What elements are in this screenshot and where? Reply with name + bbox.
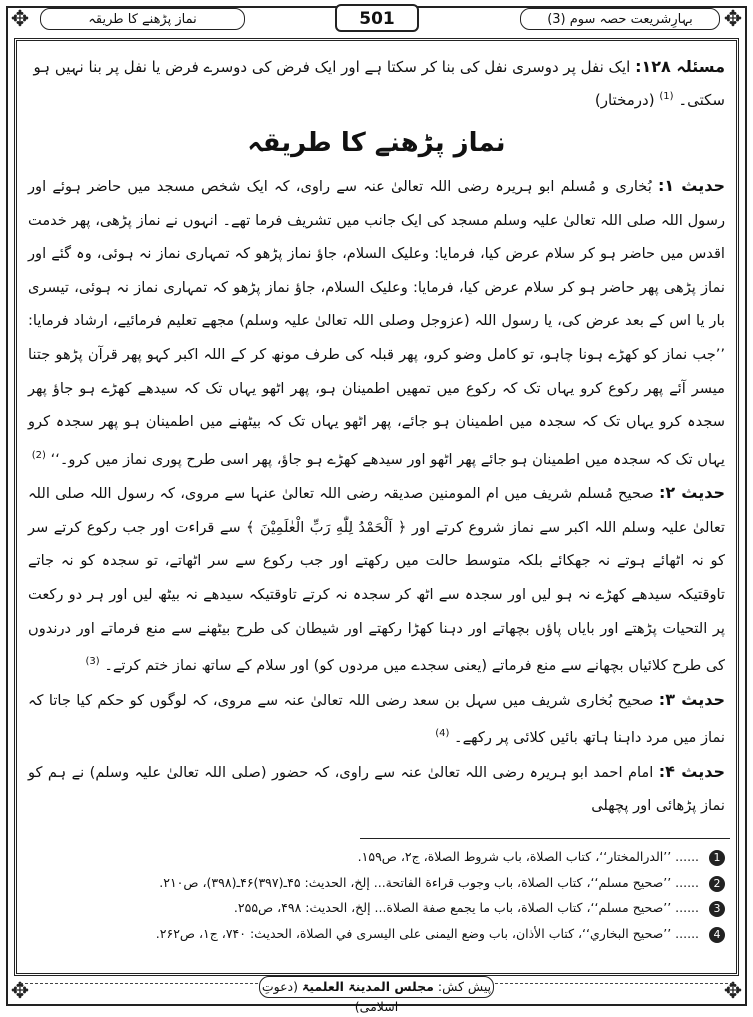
book-title-header — [520, 8, 720, 30]
publisher-name: مجلس المدینۃ العلمیۃ — [302, 979, 434, 994]
corner-ornament-icon: ✥ — [723, 7, 743, 32]
footnote-text: ...... ’’الدرالمختار‘‘، کتاب الصلاة، باب شروط الصلاة، ج۲، ص۱۵۹. — [357, 849, 700, 864]
hadith-paragraph — [28, 476, 725, 682]
hadith-label: حدیث ۲: — [658, 483, 725, 503]
hadith-ref: (4) — [435, 728, 450, 740]
corner-ornament-icon: ✥ — [10, 979, 30, 1004]
masala-label: مسئلہ ۱۲۸: — [635, 57, 725, 76]
hadith-label: حدیث ۳: — [658, 689, 726, 709]
footnote-text: ...... ’’صحیح البخاري‘‘، کتاب الأذان، باب وضع الیمنی علی الیسری في الصلاة، الحدیث: ۷۴۰، ج۱، ص۲۶۲. — [155, 925, 700, 941]
corner-ornament-icon: ✥ — [10, 7, 30, 32]
hadith-text: صحیح بُخاری شریف میں سہل بن سعد رضی اللہ تعالیٰ عنہ سے مروی، کہ لوگوں کو حکم کیا جاتا کہ نماز میں مرد داہنا ہاتھ بائیں کلائی پر رکھے۔ — [28, 691, 725, 747]
hadith-text: امام احمد ابو ہریرہ رضی اللہ تعالیٰ عنہ سے راوی، کہ حضور (صلی اللہ تعالیٰ علیہ وسلم) نے ہم کو نماز پڑھائی اور پچھلی — [28, 763, 725, 815]
masala-paragraph — [28, 52, 725, 115]
footnote-text: ...... ’’صحیح مسلم‘‘، کتاب الصلاة، باب وجوب قراءة الفاتحة... إلخ، الحدیث: ۴۵ـ(۳۹۷)۴۶ـ(۳۹۸)، ص۲۱۰. — [159, 874, 700, 890]
hadith-paragraph — [28, 683, 725, 755]
section-title: نماز پڑھنے کا طریقہ — [247, 128, 506, 158]
publisher-prefix: پیش کش: — [437, 979, 492, 994]
footnote-number: 2 — [709, 876, 725, 892]
hadith-paragraph — [28, 169, 725, 476]
footnote-number: 1 — [709, 850, 725, 866]
footnote-number: 3 — [709, 901, 725, 917]
footnote-number: 4 — [709, 927, 725, 943]
hadith-label: حدیث ۴: — [658, 761, 726, 781]
masala-ref: (1) — [659, 91, 674, 102]
page-number: 501 — [335, 4, 419, 32]
footnote — [24, 921, 725, 947]
footnote — [24, 895, 725, 921]
footnote-divider — [360, 838, 730, 839]
hadith-ref: (2) — [31, 449, 46, 461]
footnote-text: ...... ’’صحیح مسلم‘‘، کتاب الصلاة، باب ما یجمع صفة الصلاة... إلخ، الحدیث: ۴۹۸، ص۲۵۵. — [233, 900, 700, 915]
hadith-paragraph — [28, 755, 725, 823]
main-content — [24, 48, 729, 823]
footnotes — [24, 844, 729, 946]
corner-ornament-icon: ✥ — [723, 979, 743, 1004]
publisher-suffix: (دعوتِ اسلامی) — [261, 979, 399, 1014]
footnote — [24, 870, 725, 896]
chapter-title-header — [40, 8, 245, 30]
hadith-label: حدیث ۱: — [657, 176, 725, 195]
footnote — [24, 844, 725, 870]
publisher-footer — [259, 976, 494, 1014]
hadith-ref: (3) — [85, 656, 100, 668]
masala-source: (درمختار) — [594, 91, 655, 109]
book-title-text: بہارِشریعت حصہ سوم (3) — [547, 12, 693, 27]
chapter-title-text: نماز پڑھنے کا طریقہ — [88, 12, 197, 27]
hadith-text: بُخاری و مُسلم ابو ہریرہ رضی اللہ تعالیٰ عنہ سے راوی، کہ ایک شخص مسجد میں حاضر ہوئے اور رسول اللہ صلی اللہ تعالیٰ علیہ وسلم مسجد کی ایک جانب میں تشریف فرما تھے۔ انہوں نے نماز پڑھی، پھر خدمت اقدس میں حاضر ہو کر سلام عرض کیا، فرمایا: وعلیک السلام، جاؤ نماز پڑھو کہ تمہاری نماز نہ ہوئی، وہ گئے اور نماز پڑھی پھر حاضر ہو کر سلام عرض کیا، فرمایا: وعلیک السلام، جاؤ نماز پڑھو کہ تمہاری نماز نہ ہوئی، تیسری بار یا اس کے بعد عرض کی، یا رسول اللہ (عزوجل وصلی اللہ تعالیٰ علیہ وسلم) مجھے تعلیم فرمائیے، ارشاد فرمایا: ’’جب نماز کو کھڑے ہونا چاہو، تو کامل وضو کرو، پھر قبلہ کی طرف مونھ کر کے اللہ اکبر کہو پھر قرآن پڑھو جتنا میسر آئے پھر رکوع کرو یہاں تک کہ رکوع میں تمھیں اطمینان ہو، پھر اٹھو یہاں تک کہ سیدھے کھڑے ہو جاؤ پھر سجدہ کرو یہاں تک کہ سجدہ میں اطمینان ہو جائے، پھر اٹھو یہاں تک کہ بیٹھنے میں اطمینان ہو پھر سجدہ کرو یہاں تک کہ سجدہ میں اطمینان ہو جائے پھر اٹھو اور سیدھے کھڑے ہو جاؤ، پھر اسی طرح پوری نماز میں کرو۔‘‘ — [28, 178, 725, 468]
masala-text: ایک نفل پر دوسری نفل کی بنا کر سکتا ہے اور ایک فرض کی دوسرے فرض یا نفل پر بنا نہیں ہو سکتی۔ — [33, 58, 725, 109]
hadith-text: صحیح مُسلم شریف میں ام المومنین صدیقہ رضی اللہ تعالیٰ عنہا سے مروی، کہ رسول اللہ صلی اللہ تعالیٰ علیہ وسلم اللہ اکبر سے نماز شروع کرتے اور ﴿ اَلْحَمْدُ لِلّٰهِ رَبِّ الْعٰلَمِیْنَ ﴾ سے قراءت اور جب رکوع کرتے سر کو نہ اٹھائے ہوتے نہ جھکائے بلکہ متوسط حالت میں رکھتے اور جب رکوع سے سر اٹھاتے، تو سجدہ کو نہ جاتے تاوقتیکہ سیدھے کھڑے نہ ہو لیں اور سجدہ سے اٹھ کر سجدہ نہ کرتے تاوقتیکہ سیدھے نہ بیٹھ لیں اور ہر دو رکعت پر التحیات پڑھتے اور بایاں پاؤں بچھاتے اور دہنا کھڑا رکھتے اور شیطان کی طرح بیٹھنے سے منع فرماتے اور درندوں کی طرح کلائیاں بچھانے سے منع فرماتے (یعنی سجدے میں مردوں کو) اور سلام کے ساتھ نماز ختم کرتے۔ — [28, 485, 725, 675]
